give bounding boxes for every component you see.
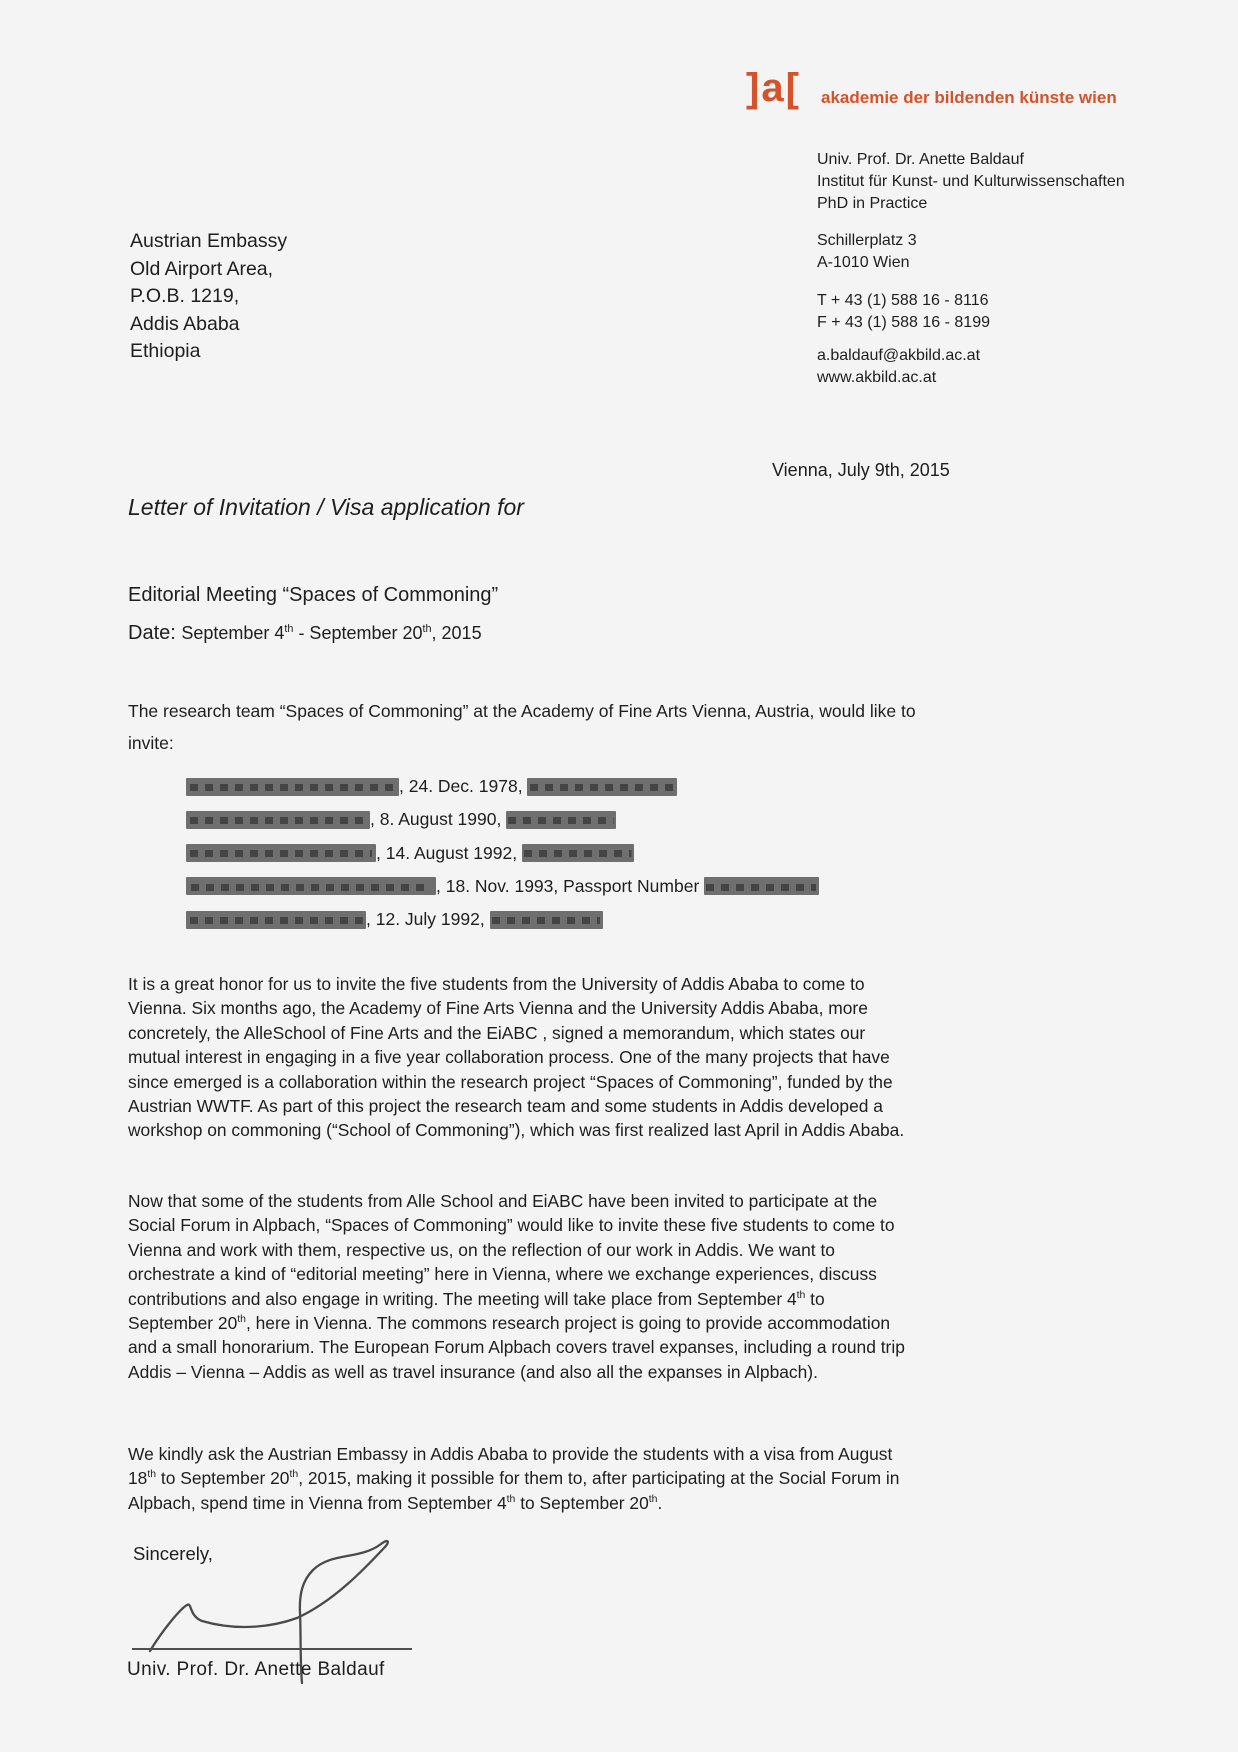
redaction-bar xyxy=(186,877,436,895)
invitee-list xyxy=(186,770,819,936)
redaction-bar xyxy=(186,911,366,929)
academy-logo-icon: ]a[ xyxy=(746,66,801,110)
sender-block xyxy=(817,149,1125,215)
signature-rule xyxy=(132,1648,412,1650)
sender-city: A-1010 Wien xyxy=(817,254,910,271)
body-paragraph-2: Now that some of the students from Alle School and EiABC have been invited to participate at the Social Forum in Alpbach, “Spaces of Commoning” would like to invite these five students to come to Vienna and work with them, respective us, on the reflection of our work in Addis. We want to orchestrate a kind of “editorial meeting” here in Vienna, where we exchange experiences, discuss contributions and also engage in writing. The meeting will take place from September 4th to September 20th, here in Vienna. The commons research project is going to provide accommodation and a small honorarium. The European Forum Alpbach covers travel expanses, including a round trip Addis – Vienna – Addis as well as travel insurance (and also all the expanses in Alpbach). xyxy=(128,1191,905,1382)
sender-website: www.akbild.ac.at xyxy=(817,369,937,386)
recipient-line: Addis Ababa xyxy=(130,312,240,335)
sender-name: Univ. Prof. Dr. Anette Baldauf xyxy=(817,151,1024,168)
meeting-date-line xyxy=(128,622,482,645)
redaction-bar xyxy=(186,778,399,796)
intro-paragraph: The research team “Spaces of Commoning” at the Academy of Fine Arts Vienna, Austria, would like to invite: xyxy=(128,701,916,753)
invitee-item: , 18. Nov. 1993, Passport Number xyxy=(186,870,819,903)
sender-fax: F + 43 (1) 588 16 - 8199 xyxy=(817,314,990,331)
subject-line: Editorial Meeting “Spaces of Commoning” xyxy=(128,584,499,606)
recipient-block xyxy=(130,228,287,366)
recipient-line: Old Airport Area, xyxy=(130,257,274,280)
invitee-item: , 14. August 1992, xyxy=(186,837,819,870)
redaction-bar xyxy=(527,778,677,796)
academy-wordmark: akademie der bildenden künste wien xyxy=(821,88,1117,107)
redaction-bar xyxy=(506,811,616,829)
redaction-bar xyxy=(704,877,819,895)
recipient-line: Austrian Embassy xyxy=(130,230,288,252)
body-paragraph-1: It is a great honor for us to invite the five students from the University of Addis Ababa to come to Vienna. Six months ago, the Academy of Fine Arts Vienna and the University Addis Ababa, more concretely, the AlleSchool of Fine Arts and the EiABC , signed a memorandum, which states our mutual interest in engaging in a five year collaboration process. One of the many projects that have since emerged is a collaboration within the research project “Spaces of Commoning”, funded by the Austrian WWTF. As part of this project the research team and some students in Addis developed a workshop on commoning (“School of Commoning”), which was first realized last April in Addis Ababa. xyxy=(128,974,905,1141)
sender-address-block xyxy=(817,230,917,274)
invitee-item: , 12. July 1992, xyxy=(186,903,819,936)
redaction-bar xyxy=(522,844,634,862)
letter-title: Letter of Invitation / Visa application for xyxy=(128,494,524,520)
invitee-item: , 24. Dec. 1978, xyxy=(186,770,819,803)
signatory-name: Univ. Prof. Dr. Anette Baldauf xyxy=(127,1659,385,1680)
redaction-bar xyxy=(490,911,603,929)
sender-institute: Institut für Kunst- und Kulturwissenschaften xyxy=(817,173,1125,190)
date-label: Date: xyxy=(128,622,182,644)
body-paragraph-3: We kindly ask the Austrian Embassy in Addis Ababa to provide the students with a visa from August 18th to September 20th, 2015, making it possible for them to, after participating at the Social Forum in Alpbach, spend time in Vienna from September 4th to September 20th. xyxy=(128,1444,900,1513)
invitee-item: , 8. August 1990, xyxy=(186,803,819,836)
redaction-bar xyxy=(186,844,376,862)
recipient-line: P.O.B. 1219, xyxy=(130,285,240,307)
sender-email: a.baldauf@akbild.ac.at xyxy=(817,347,981,364)
sender-program: PhD in Practice xyxy=(817,195,928,212)
place-and-date: Vienna, July 9th, 2015 xyxy=(772,460,950,480)
sender-phone-block xyxy=(817,290,990,334)
redaction-bar xyxy=(186,811,370,829)
closing-salutation: Sincerely, xyxy=(133,1543,213,1564)
sender-street: Schillerplatz 3 xyxy=(817,232,917,249)
sender-web-block xyxy=(817,345,980,389)
sender-telephone: T + 43 (1) 588 16 - 8116 xyxy=(817,292,989,309)
date-value: September 4th - September 20th, 2015 xyxy=(181,623,482,643)
recipient-line: Ethiopia xyxy=(130,340,201,362)
